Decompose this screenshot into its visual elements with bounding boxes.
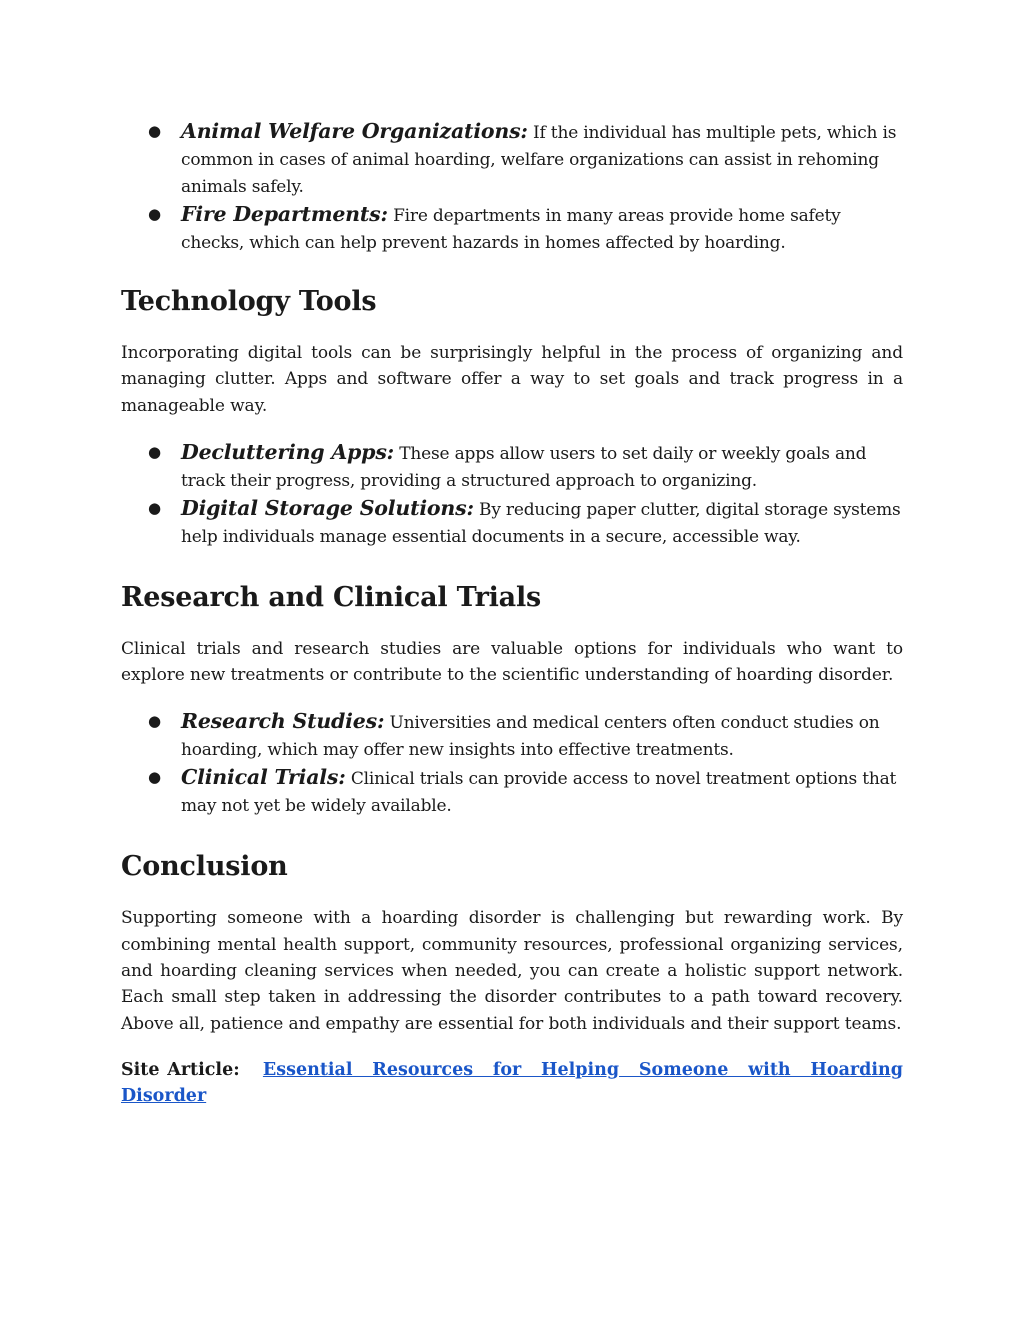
list-item: [148, 708, 903, 764]
list-item-term: Animal Welfare Organizations:: [181, 119, 528, 143]
list-item-text: Clinical trials can provide access to novel treatment options that may not yet be widely available.: [181, 769, 897, 817]
research-list: [121, 708, 903, 820]
section-heading-research: Research and Clinical Trials: [121, 581, 542, 613]
list-item-term: Research Studies:: [181, 709, 385, 734]
bullet-icon: ●: [148, 122, 161, 140]
list-item: [148, 118, 903, 201]
list-item-text: If the individual has multiple pets, which is common in cases of animal hoarding, welfare organizations can assist in rehoming animals safely.: [181, 123, 897, 197]
bullet-icon: ●: [148, 768, 161, 787]
list-item-term: Decluttering Apps:: [181, 439, 395, 464]
list-item: [148, 495, 903, 551]
list-item: [148, 439, 903, 495]
list-item: [148, 764, 903, 820]
site-article-link[interactable]: Essential Resources for Helping Someone with Hoarding Disorder: [121, 1059, 903, 1107]
list-item-term: Fire Departments:: [181, 202, 388, 226]
list-item: [148, 201, 903, 257]
list-item-term: Clinical Trials:: [181, 765, 346, 790]
document-page: [121, 118, 903, 1110]
conclusion-paragraph: Supporting someone with a hoarding disorder is challenging but rewarding work. By combining mental health support, community resources, professional organizing services, and hoarding cleaning services when needed, you can create a holistic support network. Each small step taken in addressing the disorder contributes to a path toward recovery. Above all, patience and empathy are essential for both individuals and their support teams.: [121, 908, 903, 1034]
technology-list: [121, 439, 903, 551]
technology-paragraph: Incorporating digital tools can be surprisingly helpful in the process of organizing and managing clutter. Apps and software offer a way to set goals and track progress in a manageable way.: [121, 343, 903, 416]
bullet-icon: ●: [148, 712, 161, 731]
section-heading-conclusion: Conclusion: [121, 851, 288, 883]
site-article-line: [121, 1057, 903, 1110]
list-item-term: Digital Storage Solutions:: [181, 495, 474, 520]
site-article-label: Site Article:: [121, 1059, 240, 1080]
bullet-icon: ●: [148, 498, 161, 517]
resource-list-top: [121, 118, 903, 257]
bullet-icon: ●: [148, 205, 161, 223]
list-item-text: Universities and medical centers often conduct studies on hoarding, which may offer new insights into effective treatments.: [181, 713, 880, 761]
section-heading-technology: Technology Tools: [121, 286, 377, 317]
list-item-text: By reducing paper clutter, digital storage systems help individuals manage essential documents in a secure, accessible way.: [181, 499, 901, 547]
bullet-icon: ●: [148, 442, 161, 461]
list-item-text: These apps allow users to set daily or weekly goals and track their progress, providing a structured approach to organizing.: [181, 443, 867, 491]
list-item-text: Fire departments in many areas provide home safety checks, which can help prevent hazards in homes affected by hoarding.: [181, 206, 841, 253]
research-paragraph: Clinical trials and research studies are valuable options for individuals who want to explore new treatments or contribute to the scientific understanding of hoarding disorder.: [121, 638, 903, 686]
